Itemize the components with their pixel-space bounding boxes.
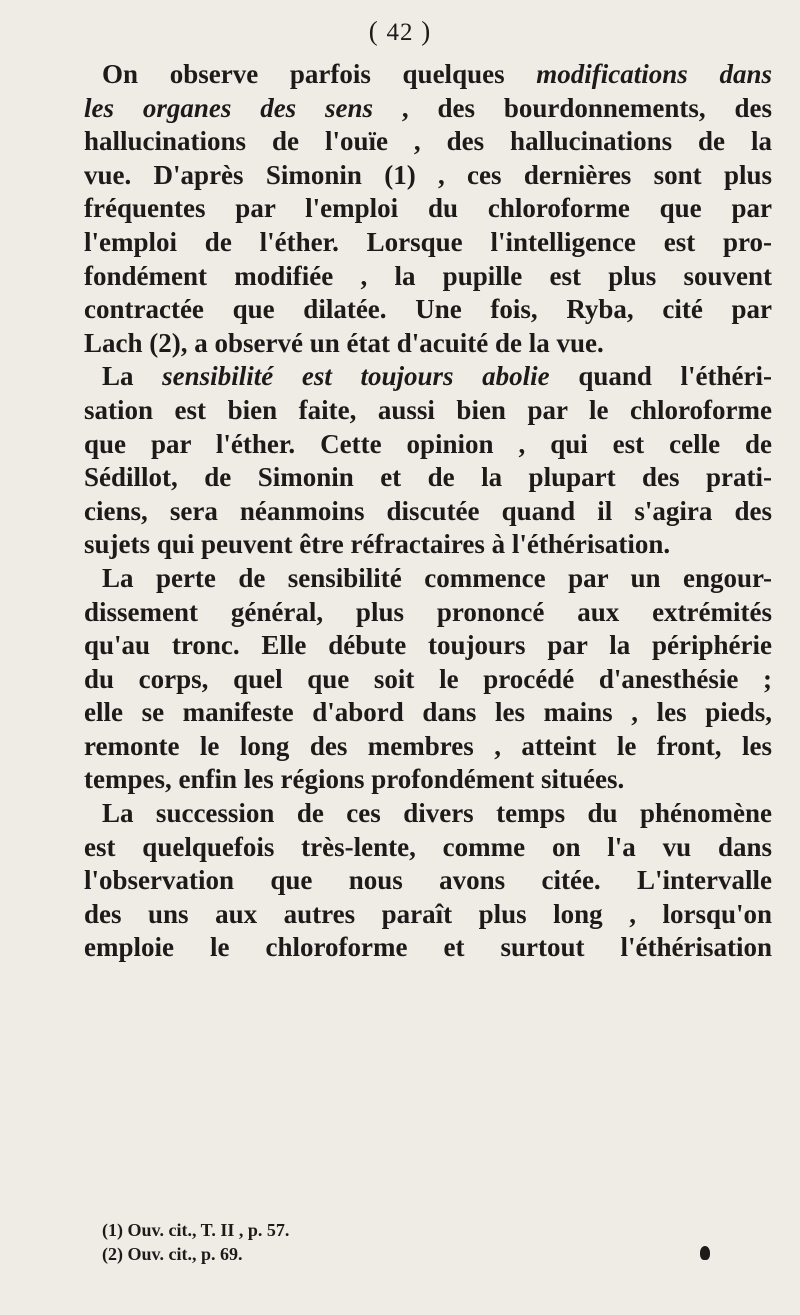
text-line: que par l'éther. Cette opinion , qui est celle de [84, 428, 772, 459]
text-line: On observe parfois quelques modifications dans [102, 59, 772, 89]
page-number-open-paren: ( [368, 16, 379, 46]
text-line: sation est bien faite, aussi bien par le chloroforme [84, 394, 772, 425]
text-line: remonte le long des membres , atteint le front, les [84, 730, 772, 761]
text-line: qu'au tronc. Elle débute toujours par la périphérie [84, 630, 772, 661]
text-line: les organes des sens , des bourdonnements, des [84, 92, 772, 123]
text-line: elle se manifeste d'abord dans les mains , les pieds, [84, 697, 772, 728]
text-line: fréquentes par l'emploi du chloroforme que par [84, 193, 772, 224]
page-number [0, 16, 800, 47]
italic-phrase: sensibilité est toujours abolie [162, 361, 550, 392]
ink-blot [700, 1246, 710, 1260]
text-line: tempes, enfin les régions profondément situées. [84, 764, 625, 795]
text-line: Lach (2), a observé un état d'acuité de la vue. [84, 327, 604, 358]
text-line: est quelquefois très-lente, comme on l'a vu dans [84, 831, 772, 862]
text-line: contractée que dilatée. Une fois, Ryba, cité par [84, 294, 772, 325]
text-line: fondément modifiée , la pupille est plus souvent [84, 260, 772, 291]
footnote-2: (2) Ouv. cit., p. 69. [102, 1244, 243, 1264]
text-line: hallucinations de l'ouïe , des hallucinations de la [84, 126, 772, 157]
italic-phrase: modifications dans [536, 59, 772, 89]
text-line: vue. D'après Simonin (1) , ces dernières sont plus [84, 159, 772, 190]
text-line: l'observation que nous avons citée. L'intervalle [84, 865, 772, 896]
text-line: Sédillot, de Simonin et de la plupart des prati- [84, 462, 772, 493]
text-line: La sensibilité est toujours abolie quand l'éthéri- [102, 361, 772, 392]
text-line: La succession de ces divers temps du phénomène [102, 798, 772, 829]
footnote-1: (1) Ouv. cit., T. II , p. 57. [102, 1220, 290, 1240]
page-number-close-paren: ) [421, 16, 432, 46]
text-line: dissement général, plus prononcé aux extrémités [84, 596, 772, 627]
text-line: des uns aux autres paraît plus long , lorsqu'on [84, 898, 772, 929]
text-line: La perte de sensibilité commence par un engour- [102, 562, 772, 593]
footnotes [102, 1218, 702, 1266]
text-line: emploie le chloroforme et surtout l'éthérisation [84, 932, 772, 963]
page-number-value: 42 [386, 19, 414, 46]
text-line: l'emploi de l'éther. Lorsque l'intelligence est pro- [84, 226, 772, 257]
text-line: du corps, quel que soit le procédé d'anesthésie ; [84, 663, 772, 694]
body-text [84, 58, 772, 965]
italic-phrase: les organes des sens [84, 92, 374, 123]
text-line: sujets qui peuvent être réfractaires à l'éthérisation. [84, 529, 671, 560]
text-line: ciens, sera néanmoins discutée quand il s'agira des [84, 495, 772, 526]
